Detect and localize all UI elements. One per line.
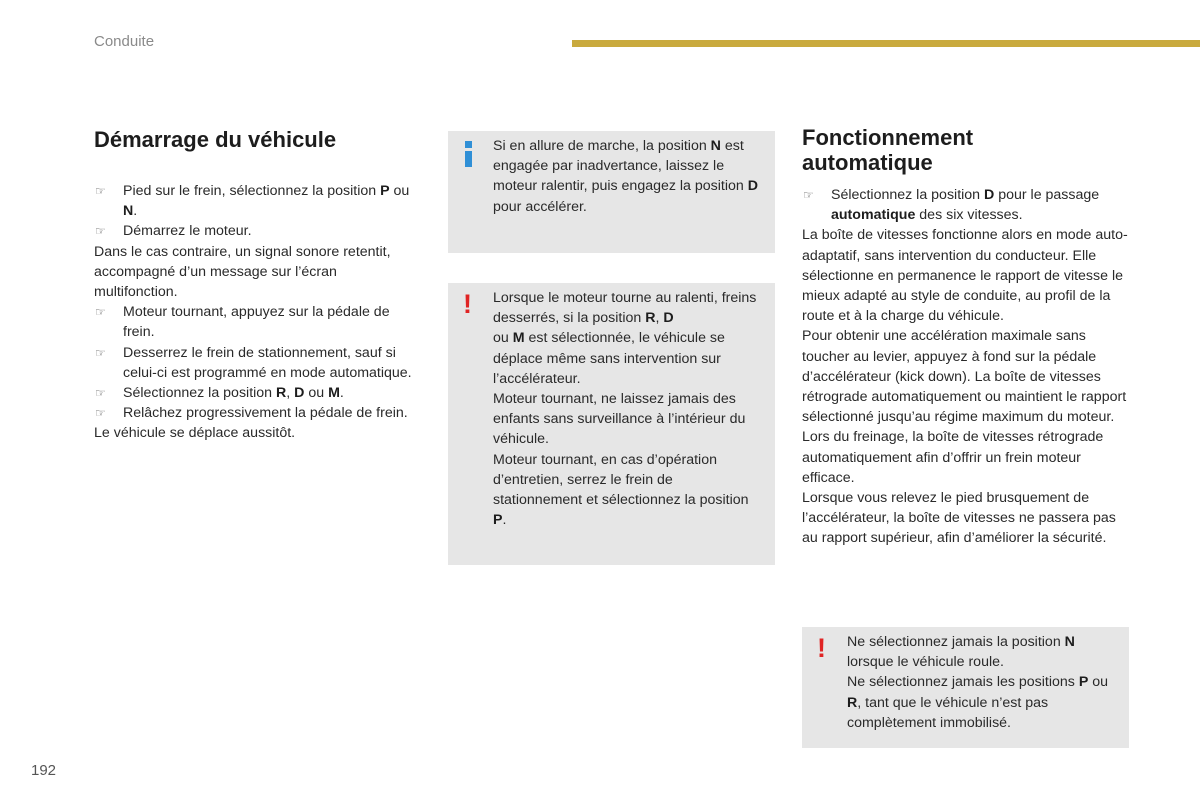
section-title: Fonctionnement automatique	[802, 125, 974, 175]
warning-text: Ne sélectionnez jamais la position N lorsque le véhicule roule.	[847, 634, 1075, 671]
warning-text: Moteur tournant, en cas d’opération d’entretien, serrez le frein de stationnement et sélectionnez la position P.	[493, 451, 749, 529]
pointing-hand-icon: ☞	[803, 188, 814, 202]
instruction-item: ☞ Sélectionnez la position D pour le passage automatique des six vitesses.	[803, 187, 1100, 224]
paragraph: Pour obtenir une accélération maximale sans toucher au levier, appuyez à fond sur la pédale d’accélérateur (kick down). La boîte de vitesses rétrograde automatiquement ou maintient le rapport sélectionné jusqu’au régime maximum du moteur.	[802, 328, 1127, 426]
instruction-item: ☞ Sélectionnez la position R, D ou M.	[94, 383, 424, 403]
warning-text: Lorsque le moteur tourne au ralenti, freins desserrés, si la position R, D ou M est sélectionnée, le véhicule se déplace même sans intervention sur l’accélérateur.	[493, 290, 757, 387]
warning-box	[448, 283, 775, 565]
instruction-item: ☞ Démarrez le moteur.	[94, 221, 424, 241]
paragraph: Lorsque vous relevez le pied brusquement de l’accélérateur, la boîte de vitesses ne passera pas au rapport supérieur, afin d’améliorer la sécurité.	[802, 490, 1116, 547]
section-header: Conduite	[94, 33, 155, 50]
warning-text: Ne sélectionnez jamais les positions P ou R, tant que le véhicule n’est pas complètement immobilisé.	[847, 674, 1109, 731]
start-vehicle-section	[94, 126, 424, 444]
pointing-hand-icon: ☞	[95, 345, 106, 360]
automatic-operation-section	[802, 126, 1132, 549]
instruction-item: ☞ Relâchez progressivement la pédale de frein.	[94, 403, 424, 423]
warning-text: Moteur tournant, ne laissez jamais des enfants sans surveillance à l’intérieur du véhicule.	[493, 391, 746, 448]
section-title: Démarrage du véhicule	[94, 127, 337, 152]
warning-icon: !	[463, 289, 472, 319]
paragraph: Dans le cas contraire, un signal sonore retentit, accompagné d’un message sur l’écran multifonction.	[94, 243, 391, 301]
instruction-item: ☞ Moteur tournant, appuyez sur la pédale de frein.	[95, 304, 390, 341]
pointing-hand-icon: ☞	[95, 386, 106, 401]
warning-icon: !	[817, 633, 826, 663]
info-icon	[464, 141, 474, 167]
paragraph: Le véhicule se déplace aussitôt.	[94, 425, 296, 442]
pointing-hand-icon: ☞	[95, 184, 106, 198]
pointing-hand-icon: ☞	[95, 224, 106, 239]
info-text: Si en allure de marche, la position N est engagée par inadvertance, laissez le moteur ralentir, puis engagez la position D pour accélérer.	[493, 138, 758, 215]
instruction-item: ☞ Desserrez le frein de stationnement, sauf si celui-ci est programmé en mode automatique.	[95, 344, 412, 381]
header-accent-bar	[572, 40, 1200, 47]
pointing-hand-icon: ☞	[95, 406, 106, 421]
pointing-hand-icon: ☞	[95, 305, 106, 320]
instruction-item: ☞ Pied sur le frein, sélectionnez la position P ou N.	[95, 183, 410, 220]
warning-box	[802, 627, 1129, 748]
page-number: 192	[31, 762, 57, 779]
info-box	[448, 131, 775, 253]
paragraph: Lors du freinage, la boîte de vitesses rétrograde automatiquement afin d’offrir un frein moteur efficace.	[802, 429, 1104, 486]
paragraph: La boîte de vitesses fonctionne alors en mode auto-adaptatif, sans intervention du conducteur. Elle sélectionne en permanence le rapport de vitesse le mieux adapté au style de conduite, au profil de la route et à la charge du véhicule.	[802, 227, 1128, 325]
